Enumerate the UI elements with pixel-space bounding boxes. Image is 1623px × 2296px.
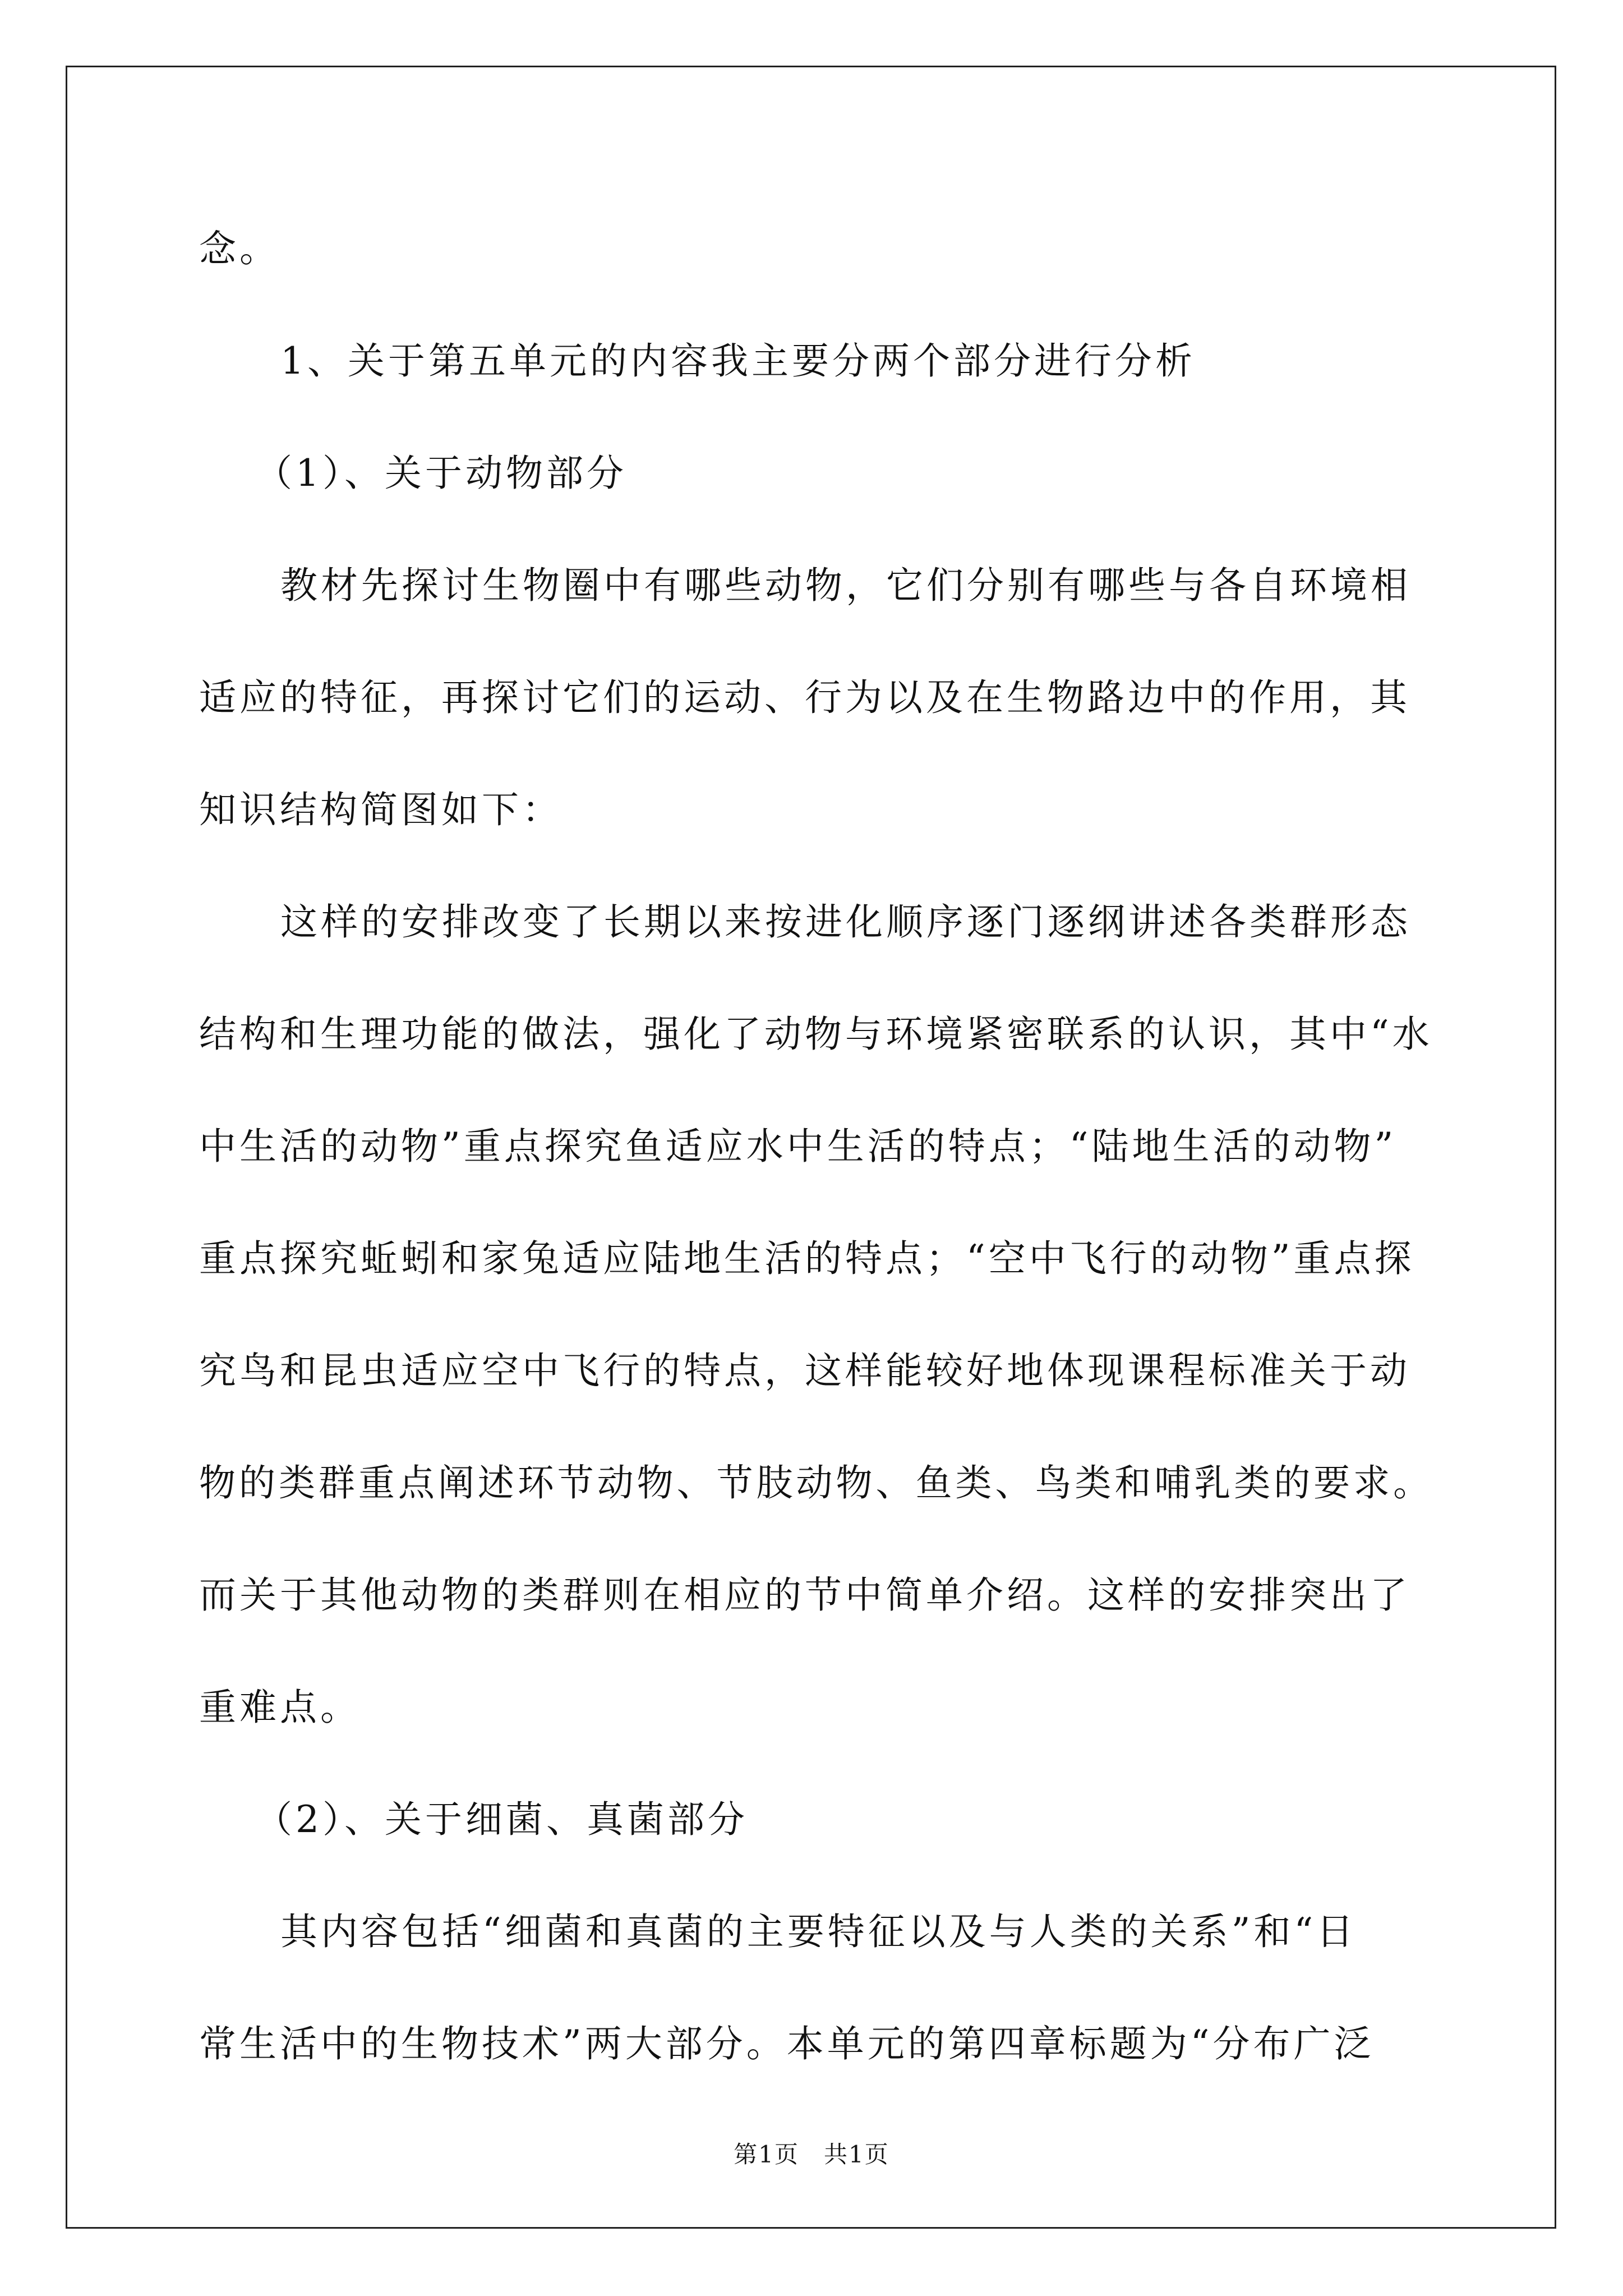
text-line <box>199 1004 1433 1116</box>
text-line-content: （2）、关于细菌、真菌部分 <box>255 1798 748 1841</box>
text-line <box>199 780 1433 892</box>
text-line-content: 适应的特征，再探讨它们的运动、行为以及在生物路边中的作用，其 <box>199 676 1410 719</box>
text-line-content: 重点探究蚯蚓和家兔适应陆地生活的特点；“空中飞行的动物”重点探 <box>199 1237 1415 1280</box>
text-line <box>199 1565 1433 1677</box>
text-line-content: 究鸟和昆虫适应空中飞行的特点，这样能较好地体现课程标准关于动 <box>199 1349 1410 1392</box>
text-line <box>199 668 1433 780</box>
text-line-content: 1、关于第五单元的内容我主要分两个部分进行分析 <box>280 339 1196 383</box>
text-line <box>199 1789 1433 1902</box>
text-line <box>199 219 1433 331</box>
text-line-content: 而关于其他动物的类群则在相应的节中简单介绍。这样的安排突出了 <box>199 1573 1410 1617</box>
text-line <box>199 1902 1433 2014</box>
text-line-content: 念。 <box>199 227 280 270</box>
text-line <box>199 892 1433 1004</box>
text-line-content: 重难点。 <box>199 1686 361 1729</box>
text-line <box>199 555 1433 668</box>
text-line-content: 教材先探讨生物圈中有哪些动物，它们分别有哪些与各自环境相 <box>280 564 1411 607</box>
text-line <box>199 331 1433 443</box>
document-body <box>199 219 1433 2126</box>
text-line-content: 这样的安排改变了长期以来按进化顺序逐门逐纲讲述各类群形态 <box>280 900 1411 944</box>
text-line <box>199 1228 1433 1341</box>
text-line <box>199 443 1433 555</box>
text-line <box>199 1453 1433 1565</box>
text-line <box>199 1341 1433 1453</box>
text-line-content: 知识结构简图如下： <box>199 788 562 831</box>
text-line-content: 结构和生理功能的做法，强化了动物与环境紧密联系的认识，其中“水 <box>199 1013 1433 1056</box>
page-footer <box>0 2136 1623 2170</box>
text-line <box>199 1677 1433 1789</box>
text-line-content: 中生活的动物”重点探究鱼适应水中生活的特点；“陆地生活的动物” <box>199 1125 1397 1168</box>
text-line-content: 常生活中的生物技术”两大部分。本单元的第四章标题为“分布广泛 <box>199 2022 1375 2065</box>
page-number: 第1页 共1页 <box>734 2141 889 2168</box>
text-line-content: （1）、关于动物部分 <box>255 452 627 495</box>
text-line-content: 物的类群重点阐述环节动物、节肢动物、鱼类、鸟类和哺乳类的要求。 <box>199 1461 1433 1504</box>
text-line <box>199 2014 1433 2126</box>
text-line-content: 其内容包括“细菌和真菌的主要特征以及与人类的关系”和“日 <box>280 1910 1357 1953</box>
text-line <box>199 1116 1433 1228</box>
